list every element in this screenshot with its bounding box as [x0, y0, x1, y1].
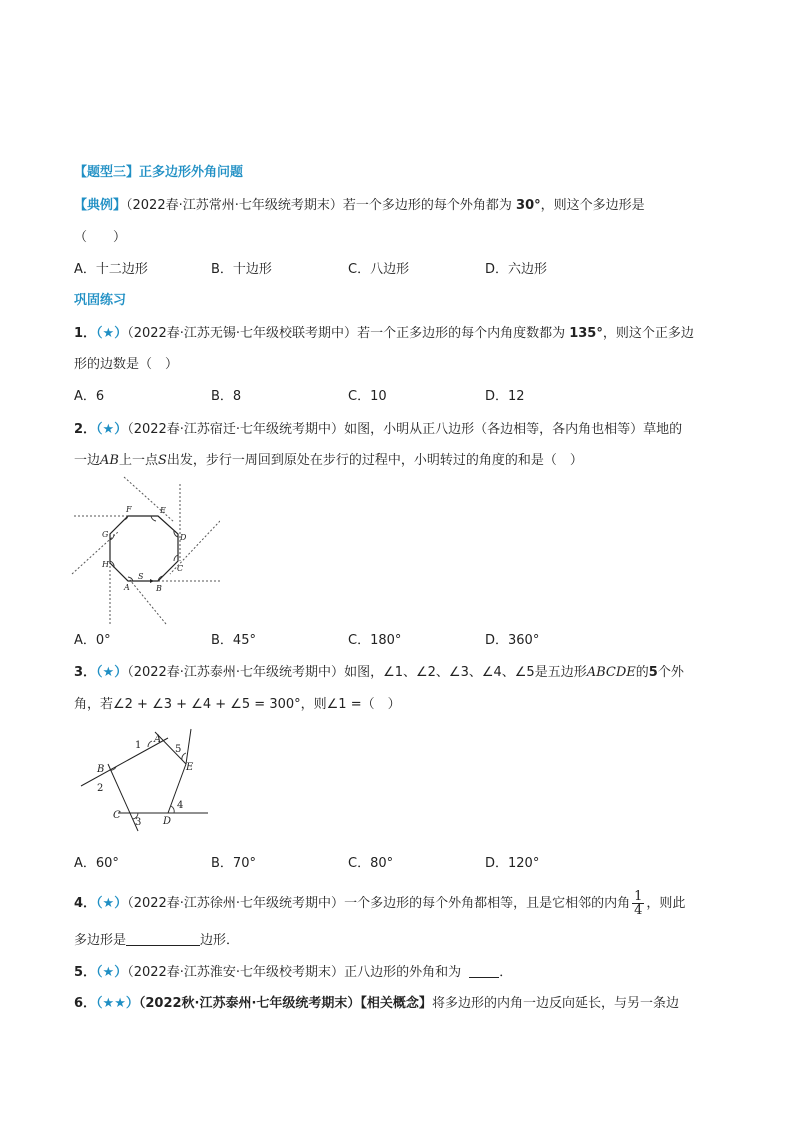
q1-line2: 形的边数是（ ）	[74, 357, 179, 372]
q1-text2: ，则这个正多边	[602, 326, 694, 341]
q2-source: （2022春·江苏宿迁·七年级统考期中）	[127, 422, 345, 437]
q2-options	[74, 632, 714, 650]
q6-source: （2022秋·江苏泰州·七年级统考期末）	[138, 996, 361, 1011]
q5-answer-blank[interactable]	[469, 963, 499, 978]
q2-option-a[interactable]: A．0°	[74, 633, 111, 648]
q3-text1c: 个外	[657, 665, 684, 680]
q4-frac-den: 4	[634, 903, 643, 918]
q4-text2b: 边形．	[200, 933, 240, 948]
q4-answer-blank[interactable]	[126, 931, 200, 946]
q2-number: 2．	[74, 422, 97, 437]
example-options	[74, 261, 714, 279]
q1-value: 135°	[569, 326, 603, 341]
pentagon-label-e: E	[186, 762, 194, 773]
q2-text: 如图，小明从正八边形（各边相等，各内角也相等）草地的	[344, 422, 683, 437]
q1-star-icon: （★）	[96, 326, 128, 341]
q3-line1	[74, 664, 684, 682]
q2-star-icon: （★）	[96, 422, 128, 437]
q1-number: 1．	[74, 326, 97, 341]
octagon-label-a: A	[124, 583, 130, 592]
q2-s: S	[157, 453, 167, 468]
q3-source: （2022春·江苏泰州·七年级统考期中）	[127, 665, 345, 680]
q6-number: 6．	[74, 996, 97, 1011]
q1-option-c[interactable]: C．10	[348, 389, 387, 404]
q1-line1	[74, 325, 694, 343]
q5-source: （2022春·江苏淮安·七年级校考期末）	[127, 965, 345, 980]
q2-option-c[interactable]: C．180°	[348, 633, 402, 648]
example-tag: 【典例】	[74, 198, 127, 213]
q3-star-icon: （★）	[96, 665, 128, 680]
q1-text: 若一个正多边形的每个内角度数都为	[357, 326, 566, 341]
q5-text1b: ．	[499, 965, 513, 980]
q1-options	[74, 388, 714, 406]
q3-option-d[interactable]: D．120°	[485, 856, 540, 871]
q1-option-d[interactable]: D．12	[485, 389, 525, 404]
octagon-label-h: H	[102, 560, 109, 569]
q4-number: 4．	[74, 896, 97, 911]
example-option-d[interactable]: D．六边形	[485, 262, 548, 277]
octagon-label-d: D	[180, 533, 187, 542]
example-text-end: ，则这个多边形是	[540, 198, 645, 213]
q2-option-d[interactable]: D．360°	[485, 633, 540, 648]
example-option-c[interactable]: C．八边形	[348, 262, 410, 277]
pentagon-figure	[78, 726, 213, 832]
q6-tag: 【相关概念】	[360, 996, 432, 1011]
octagon-label-f: F	[126, 505, 132, 514]
example-option-a[interactable]: A．十二边形	[74, 262, 148, 277]
q1-option-b[interactable]: B．8	[211, 389, 242, 404]
octagon-label-s: S	[138, 572, 144, 581]
q4-star-icon: （★）	[96, 896, 128, 911]
pentagon-label-4: 4	[177, 800, 184, 811]
q4-line2	[74, 931, 239, 950]
q4-fraction	[632, 890, 644, 917]
octagon-label-g: G	[102, 530, 109, 539]
pentagon-label-1: 1	[135, 740, 142, 751]
example-option-b[interactable]: B．十边形	[211, 262, 272, 277]
q3-text1b: 的	[635, 665, 649, 680]
octagon-label-e: E	[160, 506, 166, 515]
q3-options	[74, 855, 714, 873]
q4-source: （2022春·江苏徐州·七年级统考期中）	[127, 896, 345, 911]
q3-five: 5	[648, 665, 658, 680]
example-paren: （ ）	[74, 230, 127, 245]
q5-star-icon: （★）	[96, 965, 128, 980]
q6-text: 将多边形的内角一边反向延长，与另一条边	[431, 996, 679, 1011]
q1-option-a[interactable]: A．6	[74, 389, 105, 404]
pentagon-label-b: B	[97, 764, 105, 775]
q2-ab: AB	[100, 453, 119, 468]
q5-text: 正八边形的外角和为	[344, 965, 462, 980]
pentagon-label-a: A	[154, 734, 162, 745]
pentagon-label-5: 5	[175, 744, 182, 755]
q4-text: 一个多边形的每个外角都相等，且是它相邻的内角	[344, 896, 631, 911]
pentagon-label-2: 2	[97, 783, 104, 794]
q3-text: 如图，∠1、∠2、∠3、∠4、∠5是五边形	[344, 665, 587, 680]
pentagon-label-d: D	[163, 816, 172, 827]
q3-poly: ABCDE	[586, 665, 636, 680]
q3-option-a[interactable]: A．60°	[74, 856, 119, 871]
octagon-label-c: C	[177, 564, 184, 573]
q2-text2a: 一边	[74, 453, 101, 468]
q1-source: （2022春·江苏无锡·七年级校联考期中）	[127, 326, 358, 341]
q3-option-c[interactable]: C．80°	[348, 856, 394, 871]
q2-option-b[interactable]: B．45°	[211, 633, 256, 648]
q2-line1	[74, 421, 682, 439]
q3-line2: 角，若∠2 + ∠3 + ∠4 + ∠5 = 300°，则∠1 =（ ）	[74, 697, 401, 712]
q4-line1	[74, 890, 685, 917]
q3-number: 3．	[74, 665, 97, 680]
q2-text2c: 出发，步行一周回到原处在步行的过程中，小明转过的角度的和是（ ）	[166, 453, 583, 468]
octagon-label-b: B	[156, 584, 162, 593]
q3-option-b[interactable]: B．70°	[211, 856, 256, 871]
pentagon-label-c: C	[113, 810, 121, 821]
q6-star-icon: （★★）	[96, 996, 139, 1011]
section-title: 【题型三】正多边形外角问题	[74, 165, 244, 180]
q2-text2b: 上一点	[118, 453, 158, 468]
example-source: （2022春·江苏常州·七年级统考期末）	[126, 198, 343, 213]
example-value: 30°	[516, 198, 541, 213]
q4-text1b: ，则此	[646, 896, 686, 911]
example-text: 若一个多边形的每个外角都为	[342, 198, 512, 213]
practice-heading: 巩固练习	[74, 293, 127, 308]
q4-frac-num: 1	[634, 889, 643, 904]
octagon-figure	[70, 476, 220, 626]
q5-number: 5．	[74, 965, 97, 980]
q2-line2	[74, 452, 583, 470]
pentagon-label-3: 3	[135, 817, 142, 828]
q4-text2a: 多边形是	[74, 933, 127, 948]
example-stem	[74, 197, 645, 215]
q6-line1	[74, 995, 679, 1013]
q5-line1	[74, 963, 512, 982]
